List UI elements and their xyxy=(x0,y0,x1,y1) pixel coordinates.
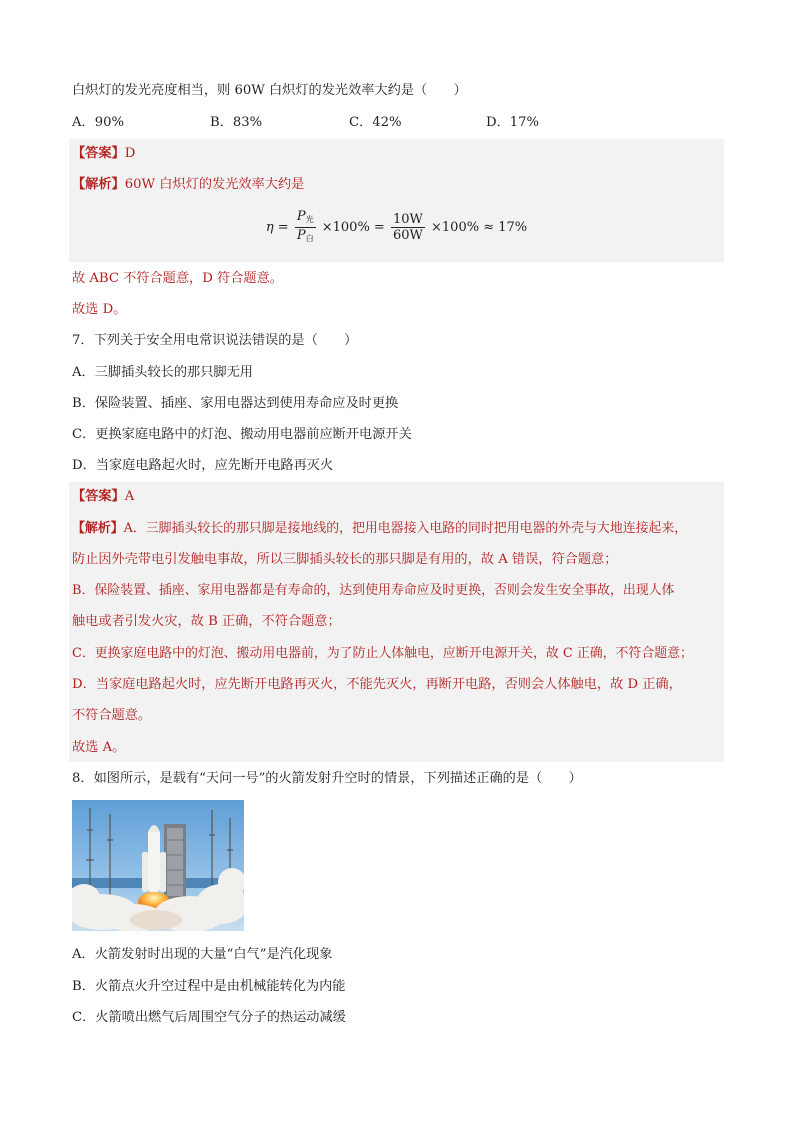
q6-option-b: B．83% xyxy=(210,115,263,130)
q6-conclusion: 故 ABC 不符合题意，D 符合题意。 xyxy=(72,271,283,286)
answer-value: A xyxy=(124,489,135,504)
rocket-launch-photo xyxy=(72,800,244,931)
times-100-result: ×100% ≈ 17% xyxy=(431,220,528,235)
q7-choose: 故选 A。 xyxy=(72,740,126,755)
p-light-sub: 光 xyxy=(305,215,314,224)
p-light: P xyxy=(296,209,306,224)
q7-option-d: D．当家庭电路起火时，应先断开电路再灭火 xyxy=(72,458,334,473)
q7-analysis-line-7: 不符合题意。 xyxy=(72,708,152,723)
eta-symbol: η xyxy=(265,220,274,235)
numerator-10w: 10W xyxy=(392,212,423,227)
q7-analysis-line-6: D．当家庭电路起火时，应先断开电路再灭火，不能先灭火，再断开电路，否则会人体触电，故 D 正确， xyxy=(72,677,682,692)
q6-answer-box xyxy=(69,139,724,262)
watt-fraction xyxy=(391,212,425,243)
efficiency-formula xyxy=(69,209,724,246)
q7-analysis-line-5: C．更换家庭电路中的灯泡、搬动用电器前，为了防止人体触电，应断开电源开关，故 C 正确，不符合题意； xyxy=(72,646,693,661)
q6-option-a: A．90% xyxy=(72,115,125,130)
analysis-label: 【解析】 xyxy=(72,521,124,536)
answer-label: 【答案】 xyxy=(72,146,125,161)
q8-option-a: A．火箭发射时出现的大量“白气”是汽化现象 xyxy=(72,947,333,962)
q8-stem: 8．如图所示，是载有“天问一号”的火箭发射升空时的情景，下列描述正确的是（ ） xyxy=(72,771,582,786)
q8-option-b: B．火箭点火升空过程中是由机械能转化为内能 xyxy=(72,979,346,994)
p-white-sub: 白 xyxy=(305,234,314,243)
q6-answer xyxy=(72,145,135,163)
q7-option-a: A．三脚插头较长的那只脚无用 xyxy=(72,365,253,380)
q7-answer xyxy=(72,488,134,506)
q6-option-d: D．17% xyxy=(486,115,540,130)
q7-analysis-line-2: 防止因外壳带电引发触电事故，所以三脚插头较长的那只脚是有用的，故 A 错误，符合题意； xyxy=(72,552,618,567)
q8-option-c: C．火箭喷出燃气后周围空气分子的热运动减缓 xyxy=(72,1010,346,1025)
times-100-first: ×100% = xyxy=(321,220,385,235)
answer-label: 【答案】 xyxy=(72,489,125,504)
q7-analysis-line-3: B．保险装置、插座、家用电器都是有寿命的，达到使用寿命应及时更换，否则会发生安全事故，出现人体 xyxy=(72,583,675,598)
q7-analysis-line-1 xyxy=(72,520,687,538)
q6-stem-tail: 白炽灯的发光亮度相当，则 60W 白炽灯的发光效率大约是（ ） xyxy=(72,83,467,98)
denominator-60w: 60W xyxy=(392,228,423,243)
q6-option-c: C．42% xyxy=(349,115,402,130)
q7-analysis-line-4: 触电或者引发火灾，故 B 正确，不符合题意； xyxy=(72,614,341,629)
analysis-text: 60W 白炽灯的发光效率大约是 xyxy=(124,177,305,192)
answer-value: D xyxy=(124,146,136,161)
q7-option-c: C．更换家庭电路中的灯泡、搬动用电器前应断开电源开关 xyxy=(72,427,412,442)
rocket-launch-illustration xyxy=(72,800,244,931)
power-fraction xyxy=(295,209,316,246)
analysis-label: 【解析】 xyxy=(72,177,125,192)
q6-analysis xyxy=(72,176,304,194)
p-white: P xyxy=(296,228,306,243)
q7-stem: 7．下列关于安全用电常识说法错误的是（ ） xyxy=(72,333,358,348)
analysis-text: A．三脚插头较长的那只脚是接地线的，把用电器接入电路的同时把用电器的外壳与大地连接起来， xyxy=(123,521,688,536)
q7-option-b: B．保险装置、插座、家用电器达到使用寿命应及时更换 xyxy=(72,396,399,411)
equals-sign: = xyxy=(277,220,289,235)
q6-choose: 故选 D。 xyxy=(72,302,127,317)
